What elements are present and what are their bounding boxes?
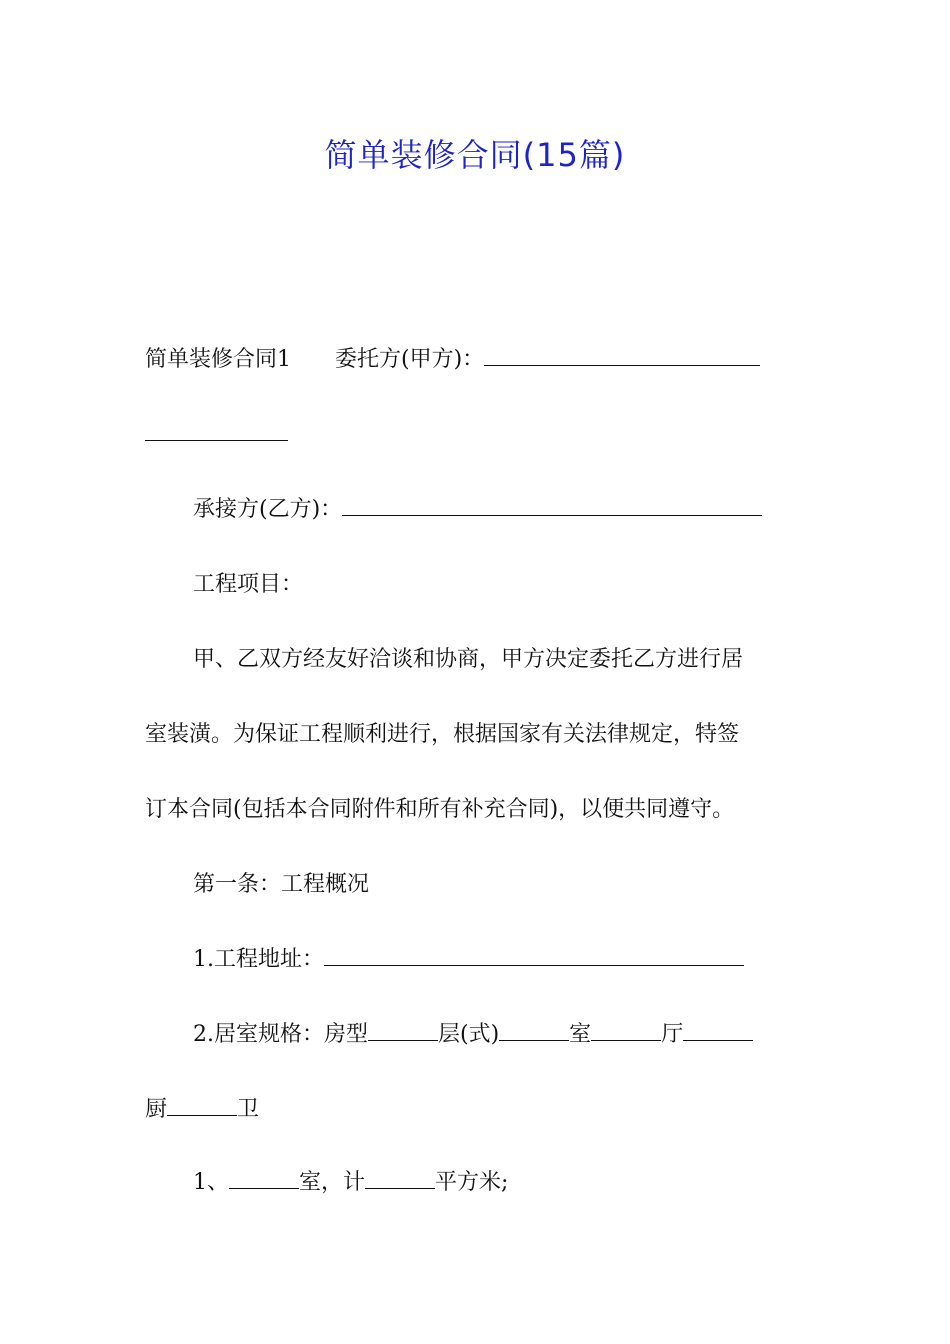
room-label: 室 [569,1022,592,1047]
article1-title-line [193,870,369,900]
address-blank[interactable] [324,945,744,966]
intro-paragraph-line-1 [193,645,743,675]
item1-unit: 平方米; [435,1170,509,1195]
item1-room-blank[interactable] [229,1168,299,1189]
intro-text-2: 室装潢。为保证工程顺利进行，根据国家有关法律规定，特签 [145,722,740,747]
project-line [193,570,303,600]
address-line [193,945,744,975]
contract-heading: 简单装修合同1 [145,347,291,372]
intro-paragraph-line-3 [145,795,734,825]
address-label: 1.工程地址： [193,947,324,972]
intro-paragraph-line-2 [145,720,739,750]
room-spec-line [193,1020,753,1050]
kitchen-label: 厨 [145,1097,168,1122]
contractor-blank[interactable] [342,495,762,516]
client-label: 委托方(甲方)： [335,347,485,372]
item1-area-blank[interactable] [365,1168,435,1189]
kitchen-bath-line [145,1095,259,1125]
intro-text-1: 甲、乙双方经友好洽谈和协商，甲方决定委托乙方进行居 [193,647,744,672]
article1-title: 第一条：工程概况 [193,872,370,897]
floor-label: 层(式) [438,1022,500,1047]
item1-room-label: 室，计 [299,1170,366,1195]
document-title: 简单装修合同(15篇) [324,136,626,174]
hall-blank[interactable] [683,1020,753,1041]
project-label: 工程项目： [193,572,304,597]
kitchen-blank[interactable] [167,1095,237,1116]
item1-prefix: 1、 [193,1170,229,1195]
room-type-blank[interactable] [368,1020,438,1041]
contract-heading-line [145,345,760,375]
client-blank-continued-line [145,420,288,450]
floor-blank[interactable] [499,1020,569,1041]
bath-label: 卫 [237,1097,260,1122]
room-blank[interactable] [591,1020,661,1041]
room-spec-label: 2.居室规格：房型 [193,1022,368,1047]
contractor-line [193,495,762,525]
hall-label: 厅 [661,1022,684,1047]
intro-text-3: 订本合同(包括本合同附件和所有补充合同)，以便共同遵守。 [145,797,735,822]
contractor-label: 承接方(乙方)： [193,497,343,522]
client-blank[interactable] [484,345,760,366]
client-blank-continued[interactable] [145,420,288,441]
item1-line [193,1168,508,1198]
